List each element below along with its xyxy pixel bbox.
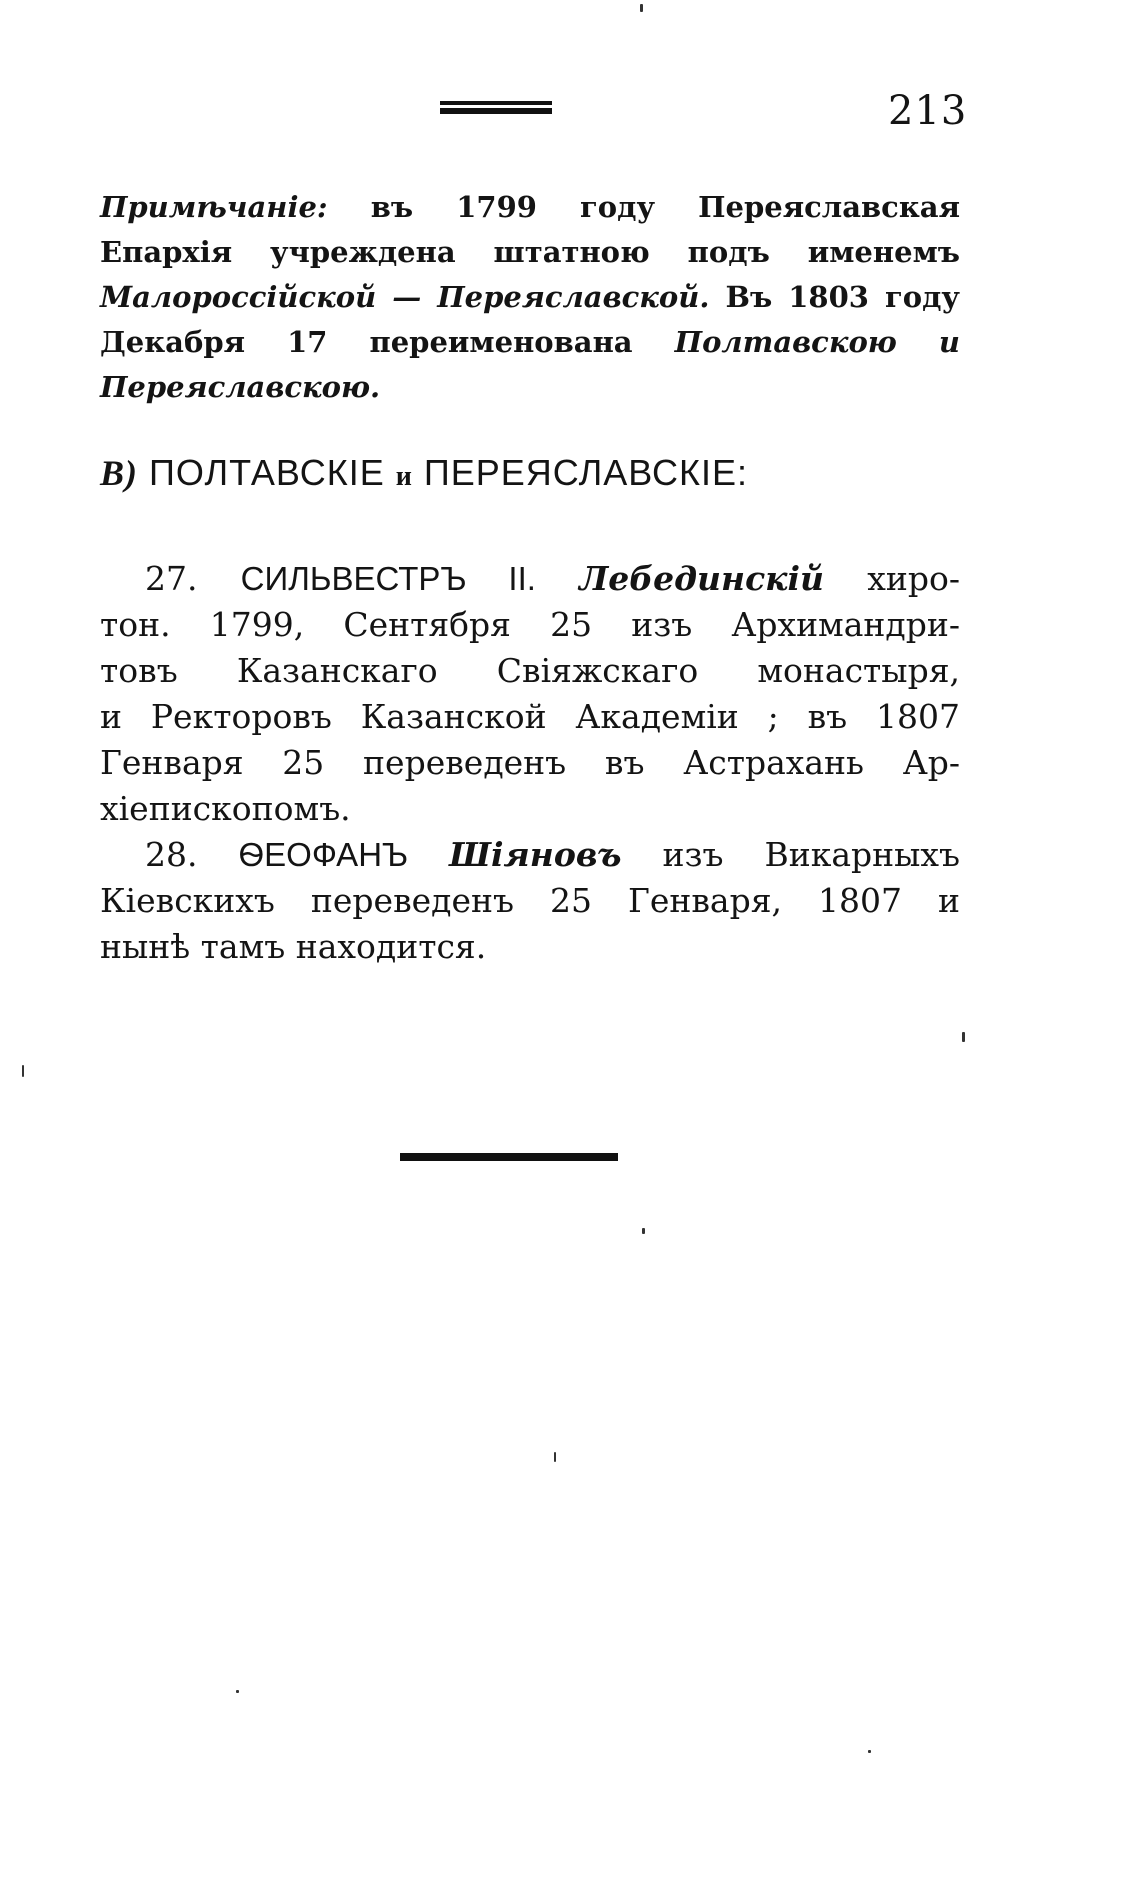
note-paragraph: [100, 185, 960, 410]
section-letter: В): [100, 453, 138, 493]
print-speck: [236, 1690, 239, 1693]
note-line: Примѣчаніе: въ 1799 году Переяславская: [100, 190, 960, 224]
note-line: Малороссійской — Переяславской. Въ 1803 году: [100, 280, 960, 314]
entry-line: и Ректоровъ Казанской Академіи ; въ 1807: [100, 697, 960, 736]
page-number: 213: [888, 88, 968, 134]
print-speck: [642, 1228, 645, 1234]
print-speck: [868, 1750, 871, 1753]
entry-27: [100, 556, 960, 832]
note-label: Примѣчаніе:: [100, 190, 328, 224]
entry-line: тон. 1799, Сентября 25 изъ Архимандри-: [100, 605, 960, 644]
entry-line: хіепископомъ.: [100, 789, 351, 828]
note-line: Переяславскою.: [100, 370, 381, 404]
entry-name: СИЛЬВЕСТРЪ II.: [240, 560, 536, 597]
print-speck: [22, 1065, 24, 1077]
entry-line: нынѣ тамъ находится.: [100, 927, 487, 966]
entry-line: Генваря 25 переведенъ въ Астрахань Ар-: [100, 743, 960, 782]
header-rule: [440, 101, 552, 119]
entry-line: Кіевскихъ переведенъ 25 Генваря, 1807 и: [100, 881, 960, 920]
entry-name: ѲЕОФАНЪ: [238, 836, 409, 873]
entry-surname: Шіяновъ: [449, 835, 622, 874]
print-speck: [962, 1032, 965, 1042]
entries-list: [100, 556, 960, 970]
print-speck: [554, 1452, 556, 1462]
end-rule: [400, 1153, 618, 1161]
note-line: Декабря 17 переименована Полтавскою и: [100, 325, 960, 359]
entry-line: товъ Казанскаго Свіяжскаго монастыря,: [100, 651, 960, 690]
section-heading: В) ПОЛТАВСКІЕ и ПЕРЕЯСЛАВСКІЕ:: [100, 452, 749, 493]
entry-line: 28. ѲЕОФАНЪ Шіяновъ изъ Викарныхъ: [145, 835, 961, 874]
note-line: Епархія учреждена штатною подъ именемъ: [100, 235, 960, 269]
entry-number: 27.: [145, 559, 198, 598]
entry-number: 28.: [145, 835, 198, 874]
entry-28: [100, 832, 960, 970]
entry-surname: Лебединскій: [579, 559, 825, 598]
print-speck: [640, 4, 643, 12]
entry-line: 27. СИЛЬВЕСТРЪ II. Лебединскій хиро-: [145, 559, 960, 598]
